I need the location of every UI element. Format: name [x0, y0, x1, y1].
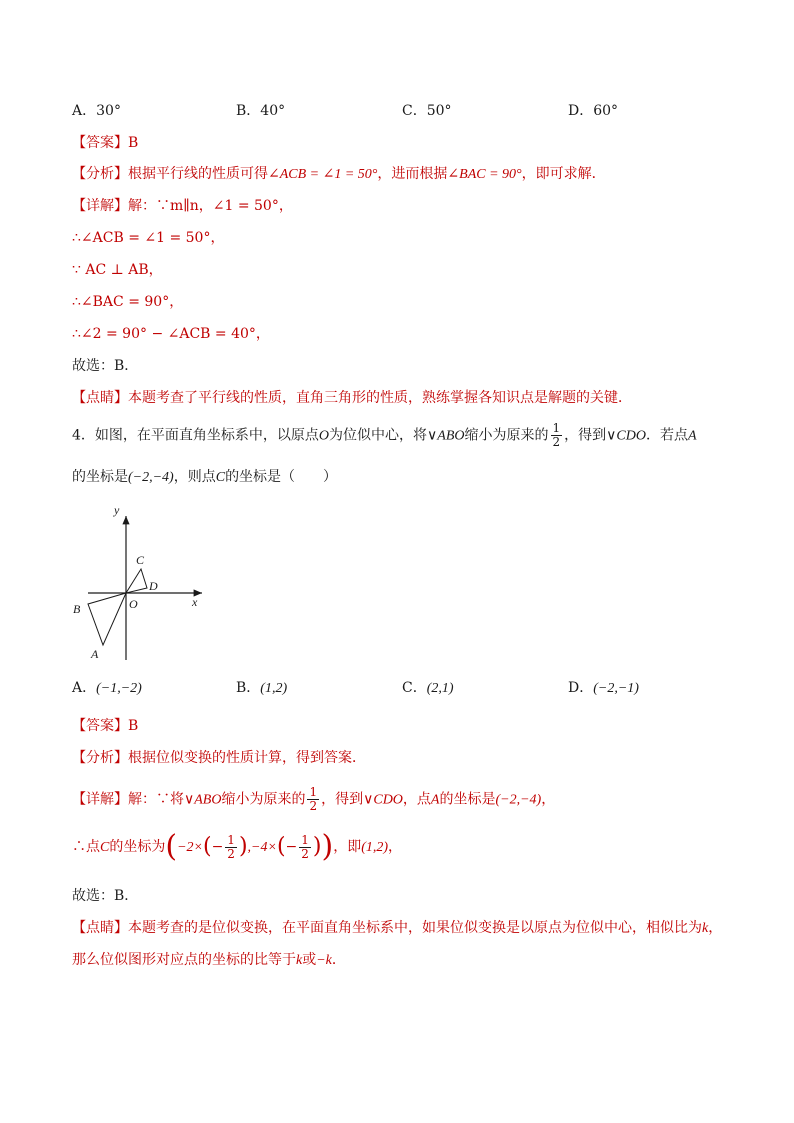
triangle-abo [88, 593, 126, 645]
coordinate-figure [66, 500, 216, 670]
point-c-label: C [136, 553, 145, 567]
q4-answer: 【答案】B [72, 718, 139, 734]
y-axis-label: y [114, 503, 120, 517]
q4-comment-line1: 【点睛】本题考查的是位似变换，在平面直角坐标系中，如果位似变换是以原点为位似中心，相似比为k， [72, 920, 723, 936]
q3-analysis: 【分析】根据平行线的性质可得∠ACB = ∠1 = 50°，进而根据∠BAC = 90°，即可求解． [72, 166, 606, 182]
q4-option-b: B．(1,2) [236, 680, 288, 696]
q3-comment: 【点睛】本题考查了平行线的性质，直角三角形的性质，熟练掌握各知识点是解题的关键． [72, 390, 632, 406]
q4-option-d: D．(−2,−1) [568, 680, 639, 696]
point-a-label: A [91, 647, 99, 661]
q4-analysis: 【分析】根据位似变换的性质计算，得到答案． [72, 750, 366, 766]
q3-detail-line: ∴∠ACB = ∠1 = 50°， [72, 230, 225, 246]
q4-detail: 【详解】解：∵将∨ABO缩小为原来的 $\frac{1}{2}$ ，得到∨CDO，点A的坐标是(−2,−4)， [72, 785, 556, 813]
q3-detail-line: ∵ AC ⊥ AB， [72, 262, 163, 278]
q3-option-d: D．60° [568, 103, 619, 119]
q3-option-c: C．50° [402, 103, 452, 119]
fraction-half: $\frac{1}{2}$ [552, 421, 561, 449]
q3-detail-line: 【详解】解：∵m∥n，∠1 = 50°， [72, 198, 293, 214]
q4-stem-line2: 的坐标是(−2,−4)，则点C的坐标是（ ） [72, 469, 338, 485]
q4-calculation: ∴点C的坐标为(−2×(− $\frac{1}{2}$ ),−4×(− $\frac{1}{2}$ ))，即(1,2)， [72, 829, 403, 864]
q4-choose: 故选：B． [72, 888, 139, 904]
origin-label: O [129, 597, 138, 611]
q4-option-c: C．(2,1) [402, 680, 454, 696]
fraction-half: $\frac{1}{2}$ [227, 832, 235, 861]
q4-stem-line1: 4．如图，在平面直角坐标系中，以原点O为位似中心，将∨ABO缩小为原来的 $\frac{1}{2}$ ，得到∨CDO．若点A [72, 421, 697, 449]
triangle-cdo [126, 569, 147, 593]
q4-comment-line2: 那么位似图形对应点的坐标的比等于k或−k． [72, 952, 346, 968]
q3-detail-line: ∴∠2 = 90° − ∠ACB = 40°， [72, 326, 270, 342]
q3-option-b: B．40° [236, 103, 286, 119]
point-b-label: B [73, 602, 81, 616]
q3-detail-line: ∴∠BAC = 90°， [72, 294, 184, 310]
point-d-label: D [149, 579, 158, 593]
fraction-half: $\frac{1}{2}$ [309, 785, 318, 813]
q3-choose: 故选：B． [72, 358, 139, 374]
q3-answer: 【答案】B [72, 135, 139, 151]
fraction-half: $\frac{1}{2}$ [301, 832, 309, 861]
q3-option-a: A．30° [72, 103, 121, 119]
x-axis-label: x [192, 595, 198, 609]
q4-option-a: A．(−1,−2) [72, 680, 142, 696]
